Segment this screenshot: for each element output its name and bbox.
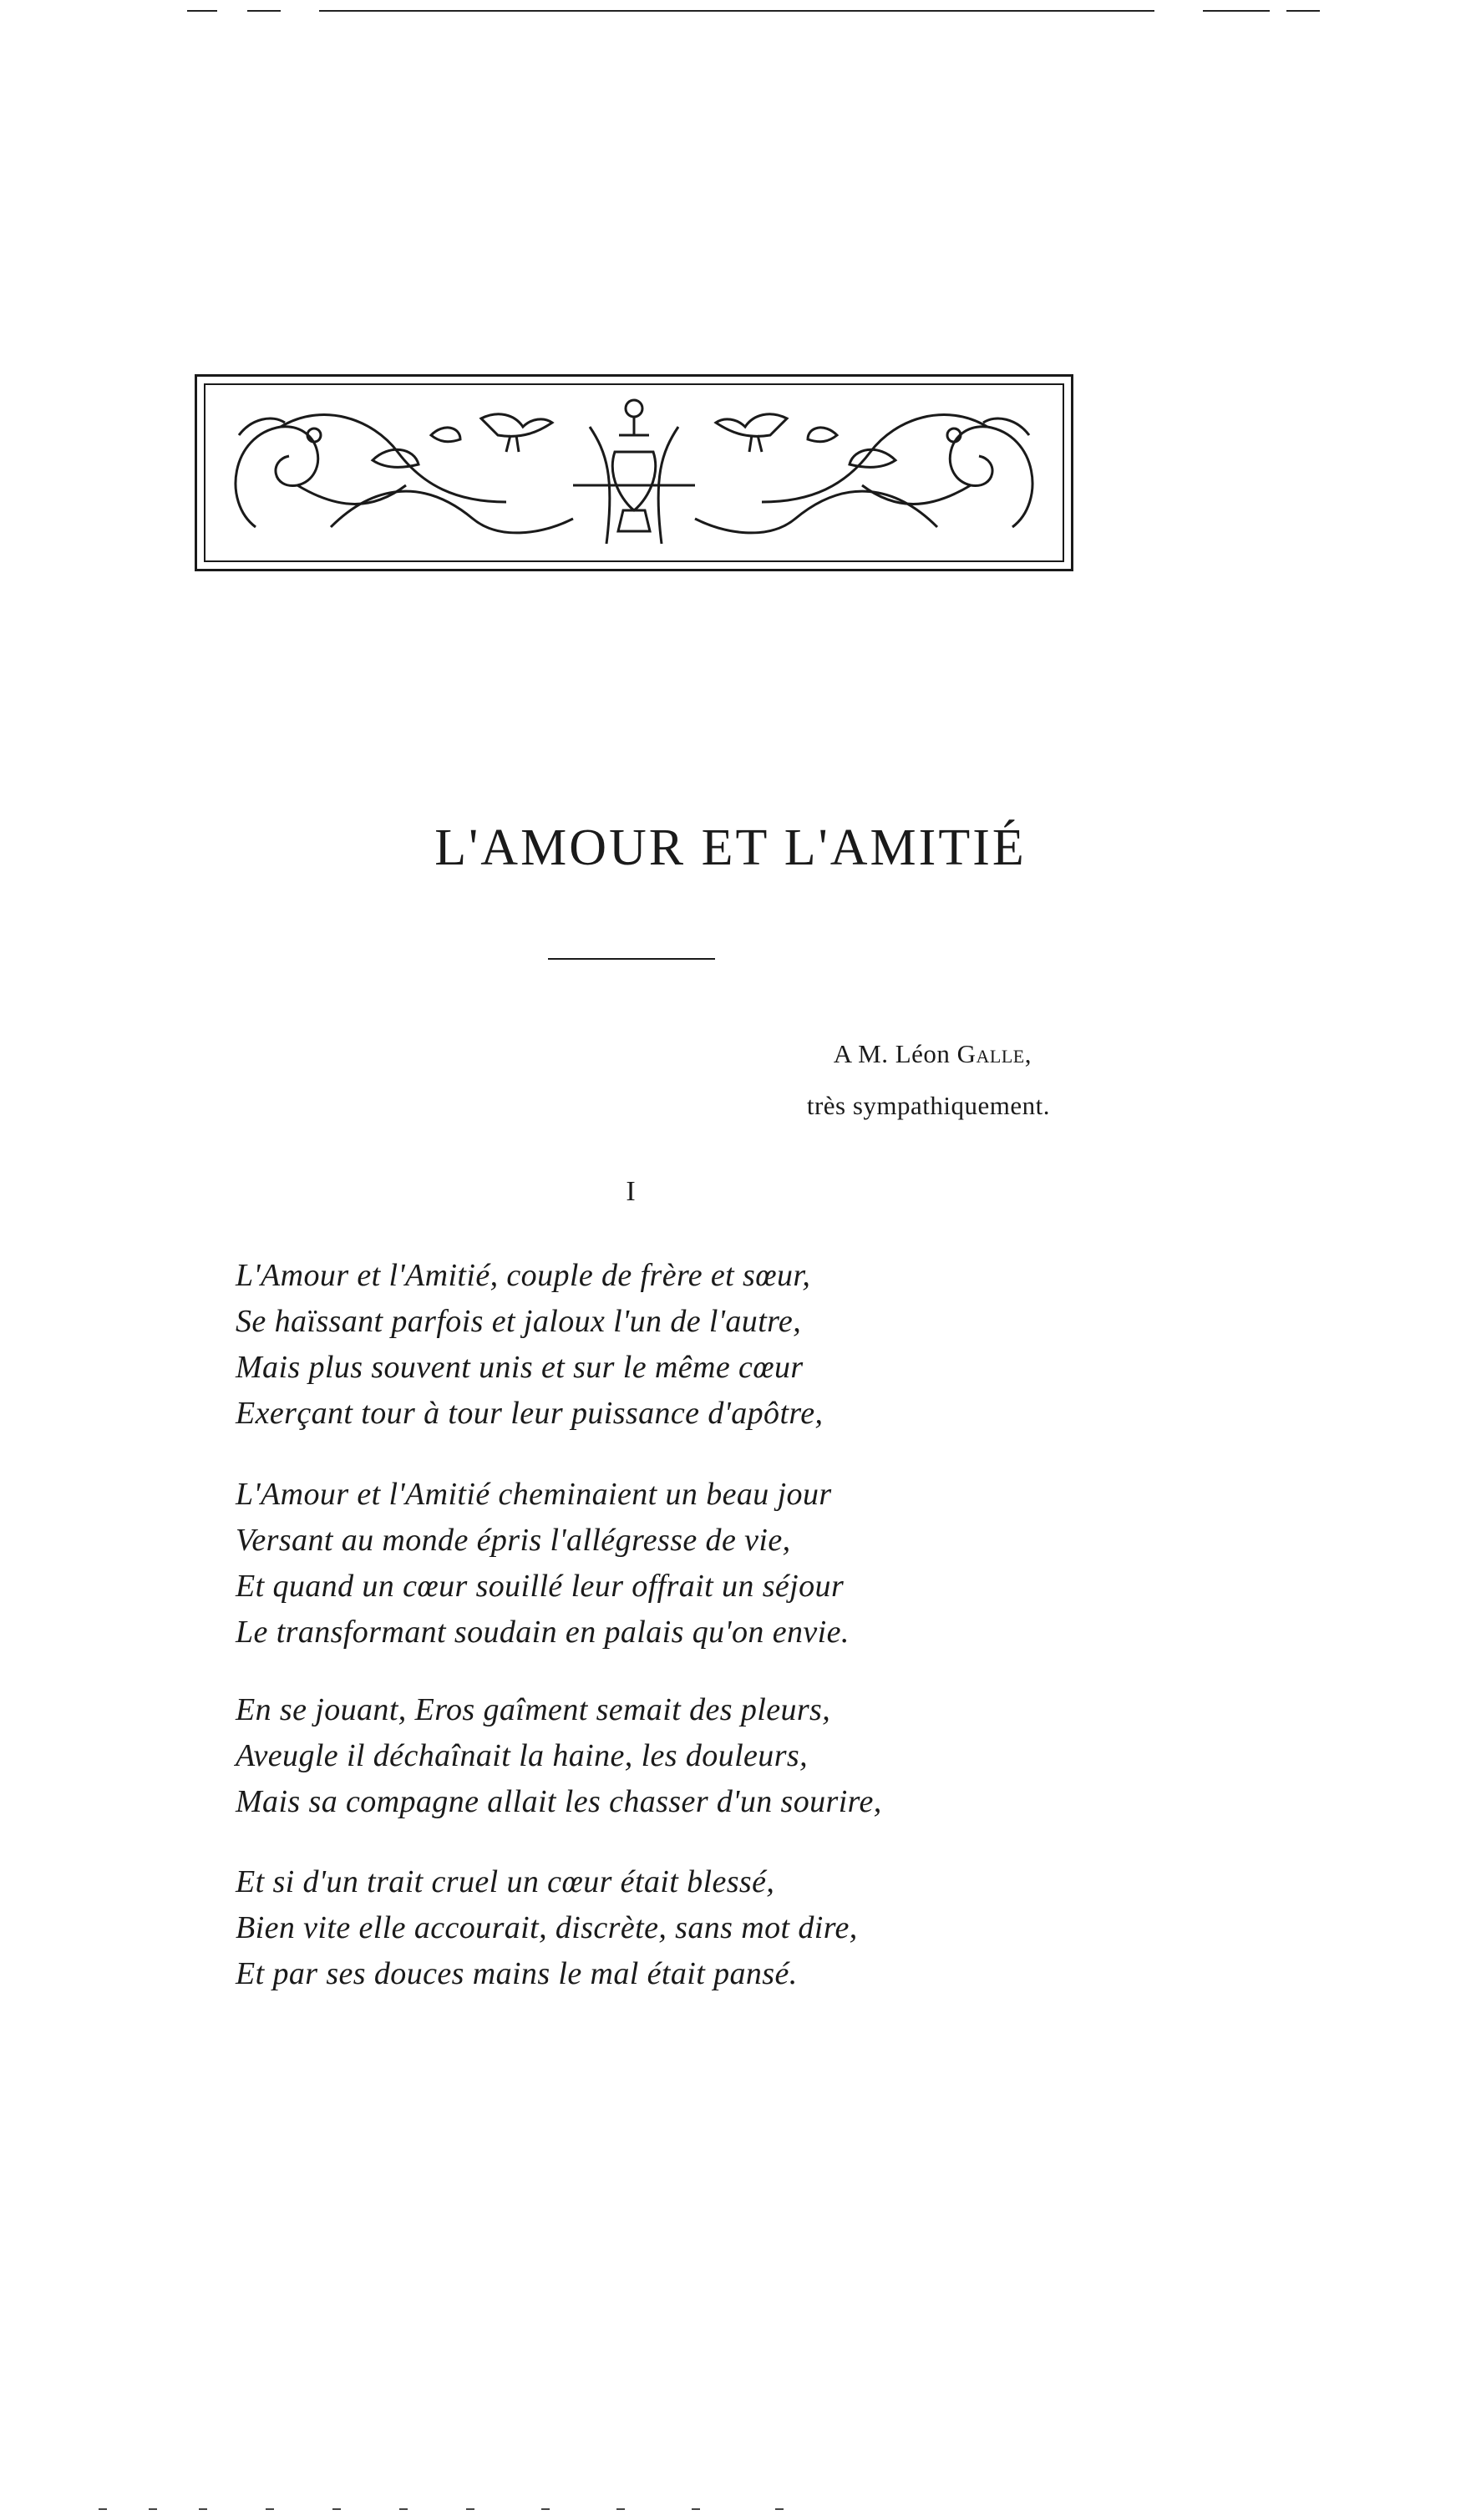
title-divider xyxy=(548,958,715,960)
verse-line: L'Amour et l'Amitié, couple de frère et sœur, xyxy=(236,1258,811,1293)
scan-edge-dash xyxy=(199,2508,207,2510)
scan-edge-dash xyxy=(466,2508,474,2510)
scan-edge-dash xyxy=(266,2508,274,2510)
scan-edge-rule xyxy=(247,10,281,12)
scan-edge-dash xyxy=(616,2508,625,2510)
verse-line: Et par ses douces mains le mal était pansé. xyxy=(236,1956,798,1991)
scan-edge-dash xyxy=(332,2508,341,2510)
scan-edge-rule xyxy=(1203,10,1270,12)
stanza-4 xyxy=(236,1859,1071,1997)
ornamental-headpiece-icon xyxy=(195,374,1073,571)
scan-edge-rule xyxy=(1286,10,1320,12)
verse-line: Mais plus souvent unis et sur le même cœur xyxy=(236,1350,804,1385)
scan-edge-dash xyxy=(541,2508,550,2510)
dedication-prefix: A M. Léon xyxy=(833,1039,957,1068)
dedication-line-2: très sympathiquement. xyxy=(806,1091,1050,1120)
stanza-3 xyxy=(236,1687,1071,1825)
verse-line: En se jouant, Eros gaîment semait des pleurs, xyxy=(236,1692,831,1727)
scan-edge-dash xyxy=(99,2508,107,2510)
dedication-line-1 xyxy=(0,1039,1032,1069)
verse-line: Et si d'un trait cruel un cœur était blessé, xyxy=(236,1864,775,1899)
verse-line: Exerçant tour à tour leur puissance d'apôtre, xyxy=(236,1396,824,1431)
stanza-1 xyxy=(236,1253,1071,1437)
poem-title: L'AMOUR ET L'AMITIÉ xyxy=(434,819,1027,876)
verse-line: L'Amour et l'Amitié cheminaient un beau jour xyxy=(236,1477,832,1512)
scan-edge-rule xyxy=(319,10,1154,12)
dedication-suffix: , xyxy=(1024,1039,1032,1068)
verse-line: Se haïssant parfois et jaloux l'un de l'autre, xyxy=(236,1304,802,1339)
stanza-2 xyxy=(236,1472,1071,1655)
verse-line: Et quand un cœur souillé leur offrait un séjour xyxy=(236,1569,845,1604)
verse-line: Aveugle il déchaînait la haine, les douleurs, xyxy=(236,1738,808,1773)
scan-edge-dash xyxy=(692,2508,700,2510)
dedication-name: Galle xyxy=(956,1039,1025,1068)
scan-edge-dash xyxy=(149,2508,157,2510)
scan-edge-rule xyxy=(187,10,217,12)
verse-line: Versant au monde épris l'allégresse de vie, xyxy=(236,1523,791,1558)
scan-edge-dash xyxy=(399,2508,408,2510)
headpiece-scrollwork xyxy=(205,385,1063,560)
scan-edge-dash xyxy=(775,2508,784,2510)
section-numeral: I xyxy=(626,1176,636,1207)
verse-line: Bien vite elle accourait, discrète, sans mot dire, xyxy=(236,1910,858,1945)
verse-line: Mais sa compagne allait les chasser d'un sourire, xyxy=(236,1784,882,1819)
verse-line: Le transformant soudain en palais qu'on envie. xyxy=(236,1615,850,1650)
